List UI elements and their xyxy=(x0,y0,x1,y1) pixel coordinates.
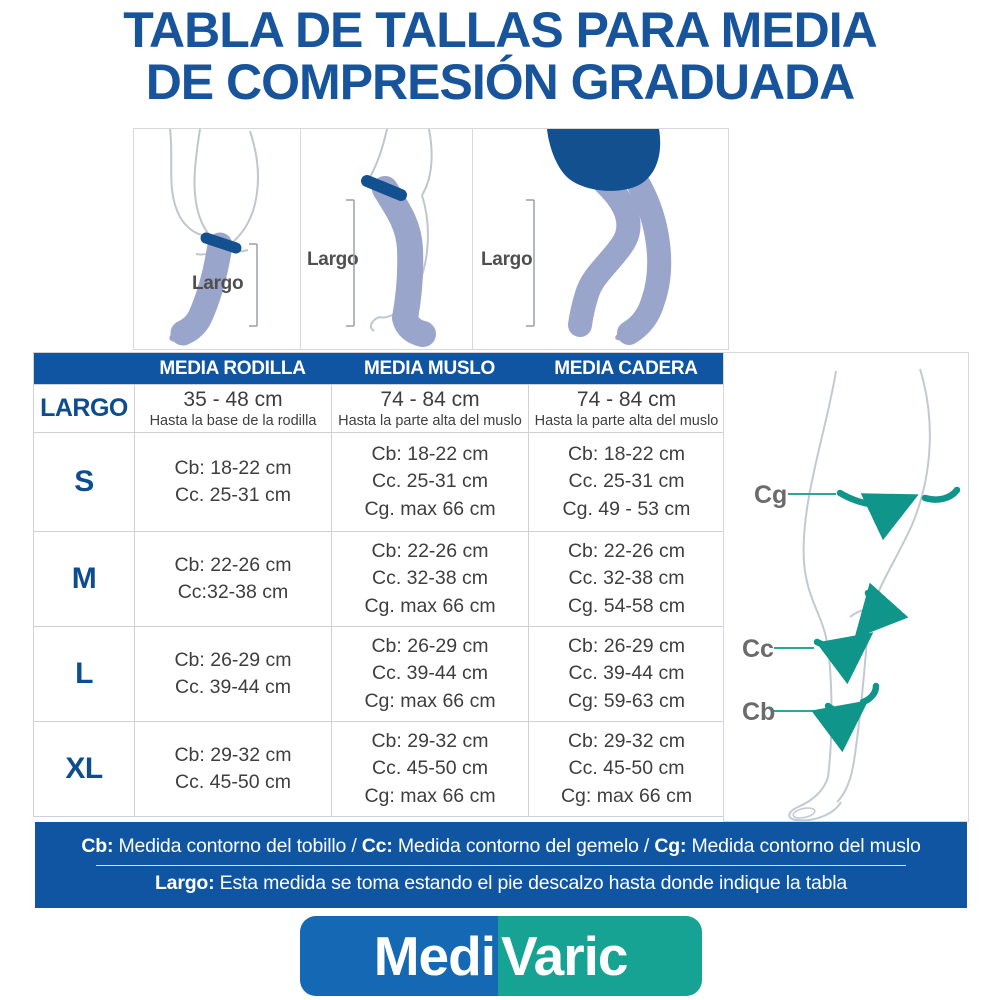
logo-medi-text: Medi xyxy=(373,925,495,987)
footnote-desc-largo: Esta medida se toma estando el pie descalzo hasta donde indique la tabla xyxy=(214,872,848,894)
cell-largo-cadera: 74 - 84 cm Hasta la parte alta del muslo xyxy=(528,384,724,432)
largo-label: Largo xyxy=(192,273,244,294)
row-label-largo: LARGO xyxy=(34,384,134,432)
measurement-bracket xyxy=(345,199,359,327)
measurement-leg-art xyxy=(724,353,968,821)
footnote-bar xyxy=(35,822,967,908)
cell-l-muslo: Cb: 26-29 cm Cc. 39-44 cm Cg: max 66 cm xyxy=(331,626,528,721)
cell-m-rodilla: Cb: 22-26 cm Cc:32-38 cm xyxy=(134,531,331,626)
column-header-media-muslo: MEDIA MUSLO xyxy=(331,353,528,384)
column-header-blank xyxy=(34,353,134,384)
cell-s-cadera: Cb: 18-22 cm Cc. 25-31 cm Cg. 49 - 53 cm xyxy=(528,432,724,531)
illustration-hip-high xyxy=(472,128,729,350)
illustration-thigh-high xyxy=(300,128,475,350)
cell-xl-muslo: Cb: 29-32 cm Cc. 45-50 cm Cg: max 66 cm xyxy=(331,721,528,816)
size-table xyxy=(33,352,725,817)
cb-label: Cb xyxy=(742,698,776,726)
footnote-desc-cc: Medida contorno del gemelo / xyxy=(392,835,655,857)
cell-m-cadera: Cb: 22-26 cm Cc. 32-38 cm Cg. 54-58 cm xyxy=(528,531,724,626)
column-header-media-cadera: MEDIA CADERA xyxy=(528,353,724,384)
brand-logo xyxy=(300,916,702,996)
footnote-term-cc: Cc: xyxy=(361,835,393,857)
leg-measurement-diagram xyxy=(723,352,969,822)
footnote-abbreviations xyxy=(81,835,920,858)
page-title-line2: DE COMPRESIÓN GRADUADA xyxy=(145,54,855,110)
measurement-bracket xyxy=(248,243,262,327)
knee-high-leg-art xyxy=(134,129,302,349)
cell-l-cadera: Cb: 26-29 cm Cc. 39-44 cm Cg: 59-63 cm xyxy=(528,626,724,721)
column-header-media-rodilla: MEDIA RODILLA xyxy=(134,353,331,384)
cg-label: Cg xyxy=(754,481,788,509)
row-label-l: L xyxy=(34,626,134,721)
cell-xl-rodilla: Cb: 29-32 cm Cc. 45-50 cm xyxy=(134,721,331,816)
largo-label: Largo xyxy=(307,249,359,270)
cell-largo-muslo: 74 - 84 cm Hasta la parte alta del muslo xyxy=(331,384,528,432)
footnote-term-cg: Cg: xyxy=(654,835,687,857)
thigh-high-leg-art xyxy=(301,129,474,349)
footnote-desc-cb: Medida contorno del tobillo / xyxy=(113,835,362,857)
cell-m-muslo: Cb: 22-26 cm Cc. 32-38 cm Cg. max 66 cm xyxy=(331,531,528,626)
cc-label: Cc xyxy=(742,635,774,663)
logo-varic-text: Varic xyxy=(501,925,628,987)
cell-l-rodilla: Cb: 26-29 cm Cc. 39-44 cm xyxy=(134,626,331,721)
cell-largo-rodilla: 35 - 48 cm Hasta la base de la rodilla xyxy=(134,384,331,432)
row-label-s: S xyxy=(34,432,134,531)
cell-xl-cadera: Cb: 29-32 cm Cc. 45-50 cm Cg: max 66 cm xyxy=(528,721,724,816)
row-label-xl: XL xyxy=(34,721,134,816)
largo-label: Largo xyxy=(481,249,533,270)
footnote-term-largo: Largo: xyxy=(154,872,215,894)
cell-s-rodilla: Cb: 18-22 cm Cc. 25-31 cm xyxy=(134,432,331,531)
footnote-divider xyxy=(96,865,906,866)
row-label-m: M xyxy=(34,531,134,626)
measurement-bracket xyxy=(525,199,539,327)
page-title xyxy=(0,4,1000,108)
hip-high-leg-art xyxy=(473,129,728,349)
cell-s-muslo: Cb: 18-22 cm Cc. 25-31 cm Cg. max 66 cm xyxy=(331,432,528,531)
logo-varic-segment xyxy=(498,916,702,996)
illustration-knee-high xyxy=(133,128,303,350)
footnote-desc-cg: Medida contorno del muslo xyxy=(686,835,921,857)
footnote-largo xyxy=(155,872,847,895)
page-title-line1: TABLA DE TALLAS PARA MEDIA xyxy=(123,2,877,58)
logo-medi-segment xyxy=(300,916,498,996)
footnote-term-cb: Cb: xyxy=(81,835,114,857)
